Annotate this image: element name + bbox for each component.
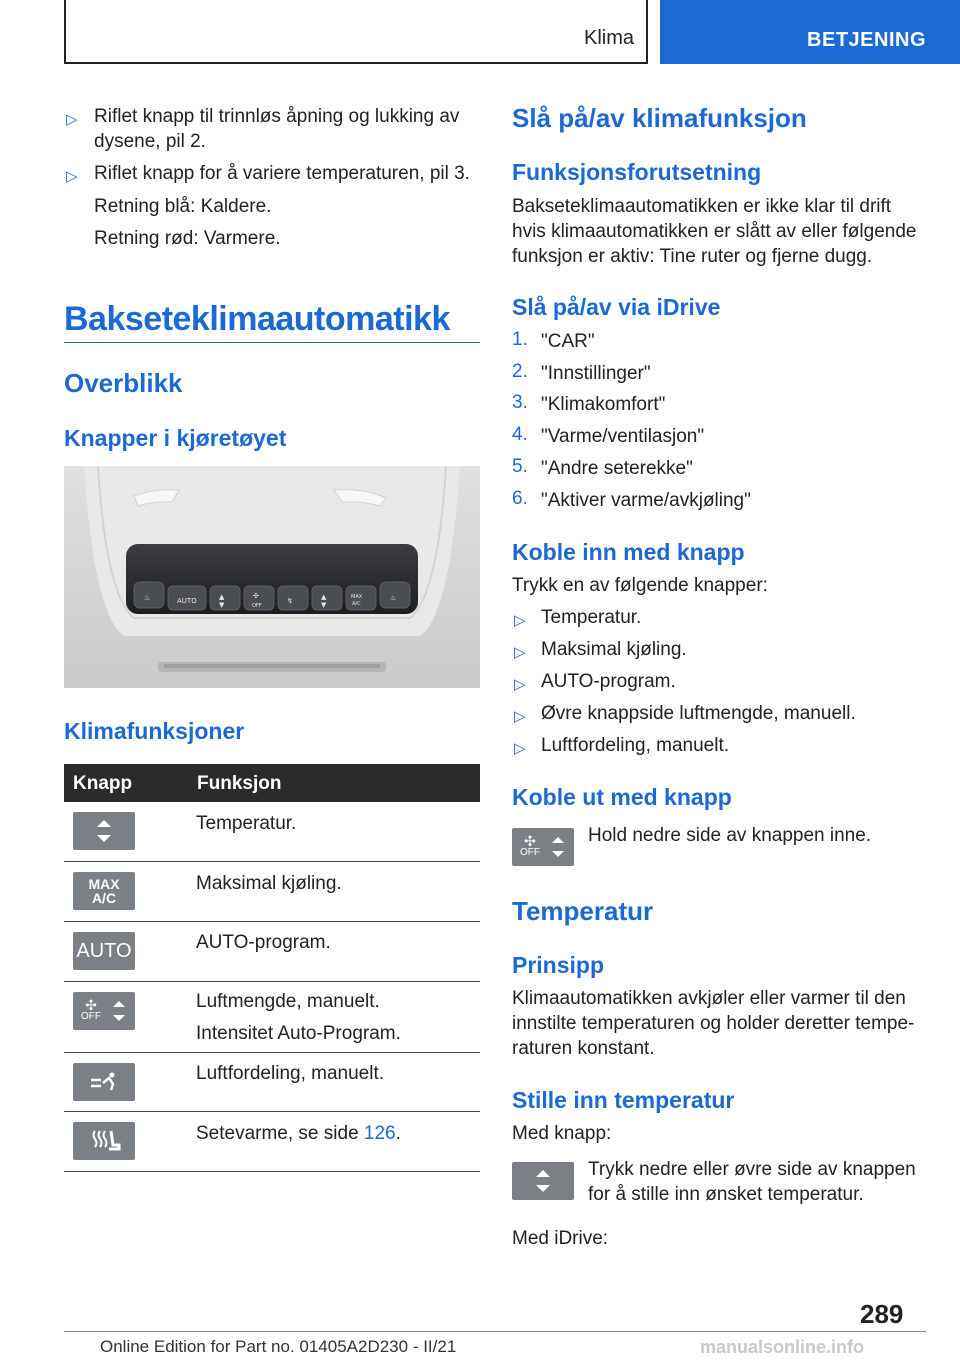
paragraph-line: Trykk nedre eller øvre side av knappen: [588, 1159, 916, 1180]
paragraph: [588, 1157, 916, 1207]
svg-text:↯: ↯: [287, 597, 293, 605]
bullet-triangle-icon: ▷: [66, 111, 78, 128]
svg-text:♨: ♨: [144, 594, 151, 602]
table-cell-suffix: .: [395, 1123, 401, 1144]
max-ac-icon: [73, 872, 135, 910]
table-cell: Intensitet Auto-Program.: [196, 1023, 401, 1044]
paragraph-line: Bakseteklimaautomatikken er ikke klar til drift: [512, 196, 892, 217]
sub-line: Retning rød: Varmere.: [94, 228, 281, 249]
table-header: [64, 764, 480, 802]
paragraph: [512, 986, 914, 1061]
air-distribution-icon: [73, 1063, 135, 1101]
paragraph: Med knapp:: [512, 1123, 612, 1144]
panel-auto-label: AUTO: [177, 597, 197, 605]
svg-text:▼: ▼: [219, 601, 225, 609]
step-number: 1.: [512, 329, 528, 350]
bullet-text: Temperatur.: [541, 607, 642, 628]
bullet-item: [94, 104, 484, 154]
bullet-text: Luftfordeling, manuelt.: [541, 735, 730, 756]
step-number: 4.: [512, 424, 528, 445]
heading-sla-pa-av: Slå på/av klimafunksjon: [512, 103, 807, 133]
bullet-item: Riflet knapp for å variere temperaturen, pil 3.: [94, 163, 470, 184]
table-row-divider: [64, 921, 480, 922]
step-number: 2.: [512, 361, 528, 382]
bullet-triangle-icon: ▷: [514, 740, 526, 757]
svg-text:✣: ✣: [253, 592, 259, 600]
bullet-triangle-icon: ▷: [514, 644, 526, 661]
auto-icon: [73, 932, 135, 970]
table-cell: Luftmengde, manuelt.: [196, 991, 380, 1012]
sub-line: Retning blå: Kaldere.: [94, 196, 272, 217]
heading-temperatur: Temperatur: [512, 896, 654, 926]
table-cell: AUTO-program.: [196, 932, 331, 953]
heading-funksjonsforutsetning: Funksjonsforutsetning: [512, 159, 762, 185]
table-row-divider: [64, 1052, 480, 1053]
table-col-funksjon: Funksjon: [197, 773, 282, 794]
step-number: 6.: [512, 488, 528, 509]
panel-ac-label: A/C: [352, 601, 361, 607]
temperature-arrows-icon: [73, 812, 135, 850]
step-number: 3.: [512, 392, 528, 413]
panel-off-label: OFF: [252, 603, 262, 609]
paragraph: Hold nedre side av knappen inne.: [588, 825, 872, 846]
paragraph-line: innstilte temperaturen og holder deretter tempe-: [512, 1013, 915, 1034]
heading-koble-inn: Koble inn med knapp: [512, 539, 745, 565]
step-number: 5.: [512, 456, 528, 477]
bullet-text: dysene, pil 2.: [94, 131, 206, 152]
paragraph-line: for å stille inn ønsket temperatur.: [588, 1184, 864, 1205]
paragraph-line: Klimaautomatikken avkjøler eller varmer til den: [512, 988, 906, 1009]
paragraph-line: funksjon er aktiv: Tine ruter og fjerne dugg.: [512, 246, 873, 267]
bullet-triangle-icon: ▷: [514, 612, 526, 629]
bullet-text: Maksimal kjøling.: [541, 639, 687, 660]
fan-off-arrows-icon: ✣ OFF: [512, 828, 574, 866]
table-cell: [196, 1121, 401, 1146]
table-cell-text: Setevarme, se side: [196, 1123, 364, 1144]
heading-prinsipp: Prinsipp: [512, 952, 605, 978]
max-ac-icon-label: A/C: [91, 890, 117, 906]
bullet-triangle-icon: ▷: [514, 708, 526, 725]
paragraph: [512, 194, 916, 269]
table-col-knapp: Knapp: [73, 773, 133, 794]
fan-off-arrows-icon: ✣ OFF: [73, 992, 135, 1030]
step-text: "Aktiver varme/avkjøling": [541, 490, 751, 511]
bullet-text: Riflet knapp til trinnløs åpning og lukking av: [94, 106, 460, 127]
table-row-divider: [64, 861, 480, 862]
heading-koble-ut: Koble ut med knapp: [512, 784, 732, 810]
header-section-box: [64, 0, 648, 64]
bullet-triangle-icon: ▷: [514, 676, 526, 693]
control-panel-photo: [64, 466, 480, 688]
svg-text:▲: ▲: [219, 593, 225, 601]
main-heading: Bakseteklimaautomatikk: [64, 300, 450, 338]
footer-rule: [64, 1331, 926, 1332]
heading-rule: [64, 342, 480, 343]
auto-icon-label: AUTO: [76, 939, 132, 962]
table-row-divider: [64, 1111, 480, 1112]
step-text: "CAR": [541, 331, 595, 352]
svg-text:▲: ▲: [321, 593, 327, 601]
step-text: "Varme/ventilasjon": [541, 426, 705, 447]
paragraph-line: raturen konstant.: [512, 1038, 655, 1059]
step-text: "Klimakomfort": [541, 394, 666, 415]
table-row-divider: [64, 1171, 480, 1172]
header-section-title: Klima: [583, 27, 634, 49]
step-text: "Innstillinger": [541, 363, 651, 384]
seat-heating-icon: [73, 1122, 135, 1160]
table-cell: Temperatur.: [196, 813, 297, 834]
footer-edition: Online Edition for Part no. 01405A2D230 - II/21: [100, 1337, 457, 1356]
paragraph: Med iDrive:: [512, 1228, 609, 1249]
bullet-text: AUTO-program.: [541, 671, 676, 692]
table-cell: Maksimal kjøling.: [196, 873, 342, 894]
header-chapter-title: BETJENING: [807, 29, 926, 51]
watermark: manualsonline.info: [700, 1337, 865, 1357]
heading-knapper: Knapper i kjøretøyet: [64, 425, 287, 451]
page-number: 289: [860, 1299, 904, 1329]
heading-overblikk: Overblikk: [64, 368, 183, 398]
bullet-text: Øvre knappside luftmengde, manuell.: [541, 703, 856, 724]
svg-text:♨: ♨: [390, 594, 397, 602]
paragraph: Trykk en av følgende knapper:: [512, 575, 768, 596]
paragraph-line: hvis klimaautomatikken er slått av eller følgende: [512, 221, 917, 242]
temperature-arrows-icon: [512, 1162, 574, 1200]
panel-max-label: MAX: [351, 594, 363, 600]
heading-via-idrive: Slå på/av via iDrive: [512, 294, 721, 320]
heading-klimafunksjoner: Klimafunksjoner: [64, 718, 245, 744]
max-ac-icon-label: MAX: [88, 876, 120, 892]
step-text: "Andre seterekke": [541, 458, 693, 479]
fan-off-label: OFF: [520, 847, 540, 858]
fan-off-label: OFF: [81, 1011, 101, 1022]
heading-stille-inn: Stille inn temperatur: [512, 1087, 735, 1113]
bullet-triangle-icon: ▷: [66, 168, 78, 185]
page-link-126[interactable]: 126: [363, 1123, 396, 1144]
header-chapter-box: [660, 0, 960, 64]
svg-text:▼: ▼: [321, 601, 327, 609]
table-cell: Luftfordeling, manuelt.: [196, 1063, 385, 1084]
table-row-divider: [64, 981, 480, 982]
